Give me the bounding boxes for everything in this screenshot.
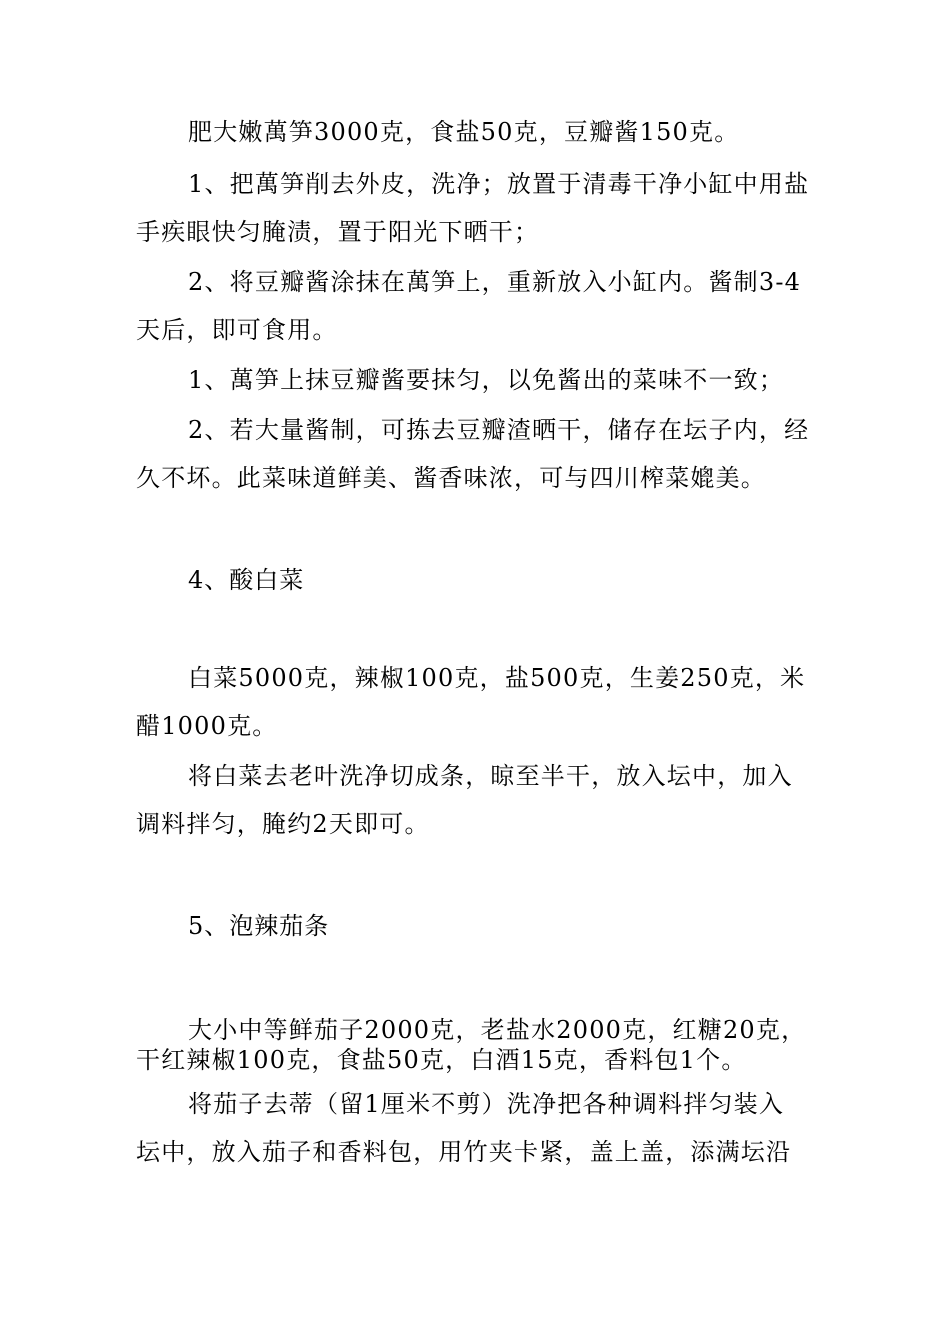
- section3-step1-line1: 1、把萬笋削去外皮，洗净；放置于清毒干净小缸中用盐: [188, 170, 810, 198]
- section4-ingredients-line1: 白菜5000克，辣椒100克，盐500克，生姜250克，米: [188, 664, 806, 692]
- section3-tip1: 1、萬笋上抹豆瓣酱要抹匀，以免酱出的菜味不一致；: [188, 366, 785, 394]
- section5-method-line1: 将茄子去蒂（留1厘米不剪）洗净把各种调料拌匀装入: [188, 1090, 785, 1118]
- section4-heading: 4、酸白菜: [188, 566, 305, 594]
- section5-ingredients-line1: 大小中等鲜茄子2000克，老盐水2000克，红糖20克，: [188, 1016, 807, 1044]
- section3-tip2-line1: 2、若大量酱制，可拣去豆瓣渣晒干，储存在坛子内，经: [188, 416, 810, 444]
- section4-ingredients-line2: 醋1000克。: [136, 712, 278, 740]
- section5-ingredients-line2: 干红辣椒100克，食盐50克，白酒15克，香料包1个。: [136, 1046, 747, 1074]
- section3-ingredients: 肥大嫩萬笋3000克，食盐50克，豆瓣酱150克。: [188, 118, 740, 146]
- section3-tip2-line2: 久不坏。此菜味道鲜美、酱香味浓，可与四川榨菜媲美。: [136, 464, 766, 492]
- section3-step1-line2: 手疾眼快匀腌渍，置于阳光下晒干；: [136, 218, 540, 246]
- section4-method-line2: 调料拌匀，腌约2天即可。: [136, 810, 430, 838]
- section5-method-line2: 坛中，放入茄子和香料包，用竹夹卡紧，盖上盖，添满坛沿: [136, 1138, 792, 1166]
- section4-method-line1: 将白菜去老叶洗净切成条，晾至半干，放入坛中，加入: [188, 762, 793, 790]
- section3-step2-line2: 天后，即可食用。: [136, 316, 338, 344]
- section5-heading: 5、泡辣茄条: [188, 912, 330, 940]
- section3-step2-line1: 2、将豆瓣酱涂抹在萬笋上，重新放入小缸内。酱制3-4: [188, 268, 802, 296]
